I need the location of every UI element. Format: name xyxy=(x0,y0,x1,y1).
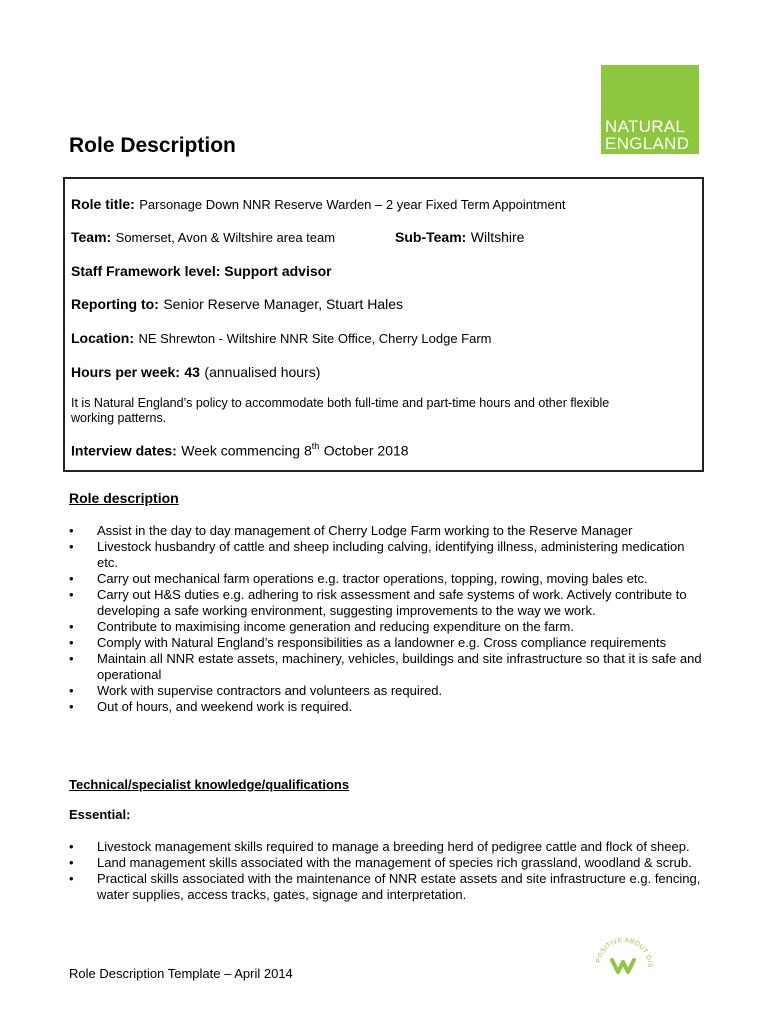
list-item: • Practical skills associated with the maintenance of NNR estate assets and site infrastructure e.g. fencing, water supplies, access tracks, gates, signage and interpretation. xyxy=(69,871,709,903)
role-title-row xyxy=(71,196,566,214)
team-label: Team: xyxy=(71,229,112,245)
hours-row xyxy=(71,364,320,382)
location-row xyxy=(71,330,491,348)
technical-heading: Technical/specialist knowledge/qualifications xyxy=(69,777,350,792)
logo-line-1: NATURAL xyxy=(605,117,686,136)
hours-number: 43 xyxy=(184,364,200,380)
policy-line-1: It is Natural England’s policy to accommodate both full-time and part-time hours and other flexible xyxy=(71,396,610,410)
role-title-value: Parsonage Down NNR Reserve Warden – 2 year Fixed Term Appointment xyxy=(139,197,566,212)
reporting-to-value: Senior Reserve Manager, Stuart Hales xyxy=(163,296,404,312)
list-item: • Livestock husbandry of cattle and sheep including calving, identifying illness, administering medication etc. xyxy=(69,539,709,571)
sub-team-label: Sub-Team: xyxy=(395,229,467,245)
team-value: Somerset, Avon & Wiltshire area team xyxy=(115,230,336,245)
list-item: • Contribute to maximising income generation and reducing expenditure on the farm. xyxy=(69,619,709,635)
list-item: • Land management skills associated with the management of species rich grassland, woodland & scrub. xyxy=(69,855,709,871)
essential-label: Essential: xyxy=(69,807,131,822)
list-item: • Out of hours, and weekend work is required. xyxy=(69,699,709,715)
sub-team-row xyxy=(395,229,524,247)
role-description-list xyxy=(69,523,709,715)
role-description-heading: Role description xyxy=(69,490,179,506)
list-item: • Maintain all NNR estate assets, machinery, vehicles, buildings and site infrastructure so that it is safe and operational xyxy=(69,651,709,683)
list-item: • Carry out H&S duties e.g. adhering to risk assessment and safe systems of work. Actively contribute to developing a safe working environment, suggesting improvements to the way we work. xyxy=(69,587,709,619)
sub-team-value: Wiltshire xyxy=(470,229,525,245)
interview-value-pre: Week commencing 8 xyxy=(181,442,312,459)
interview-label: Interview dates: xyxy=(71,442,177,459)
staff-framework-level: Staff Framework level: Support advisor xyxy=(71,263,332,279)
reporting-to-label: Reporting to: xyxy=(71,296,159,312)
technical-list xyxy=(69,839,709,903)
list-item: • Work with supervise contractors and volunteers as required. xyxy=(69,683,709,699)
interview-row xyxy=(71,441,409,460)
interview-value-post: October 2018 xyxy=(323,442,409,459)
location-value: NE Shrewton - Wiltshire NNR Site Office, Cherry Lodge Farm xyxy=(138,331,492,346)
hours-note: (annualised hours) xyxy=(204,364,321,380)
role-summary-box xyxy=(63,177,704,472)
disability-confident-badge-icon xyxy=(590,932,656,982)
interview-superscript: th xyxy=(311,441,320,451)
policy-line-2: working patterns. xyxy=(71,411,167,425)
team-row xyxy=(71,229,335,247)
hours-label: Hours per week: xyxy=(71,364,180,380)
role-title-label: Role title: xyxy=(71,196,135,212)
footer-text: Role Description Template – April 2014 xyxy=(69,966,293,981)
logo-line-2: ENGLAND xyxy=(605,134,690,153)
list-item: • Comply with Natural England’s responsibilities as a landowner e.g. Cross compliance requirements xyxy=(69,635,709,651)
svg-text:POSITIVE ABOUT DISABLED PEOPLE: POSITIVE ABOUT DIS xyxy=(595,936,654,968)
page-title: Role Description xyxy=(69,134,236,157)
reporting-to-row xyxy=(71,296,403,314)
list-item: • Assist in the day to day management of Cherry Lodge Farm working to the Reserve Manager xyxy=(69,523,709,539)
list-item: • Livestock management skills required to manage a breeding herd of pedigree cattle and flock of sheep. xyxy=(69,839,709,855)
natural-england-logo xyxy=(601,65,699,154)
location-label: Location: xyxy=(71,330,134,346)
list-item: • Carry out mechanical farm operations e.g. tractor operations, topping, rowing, moving bales etc. xyxy=(69,571,709,587)
